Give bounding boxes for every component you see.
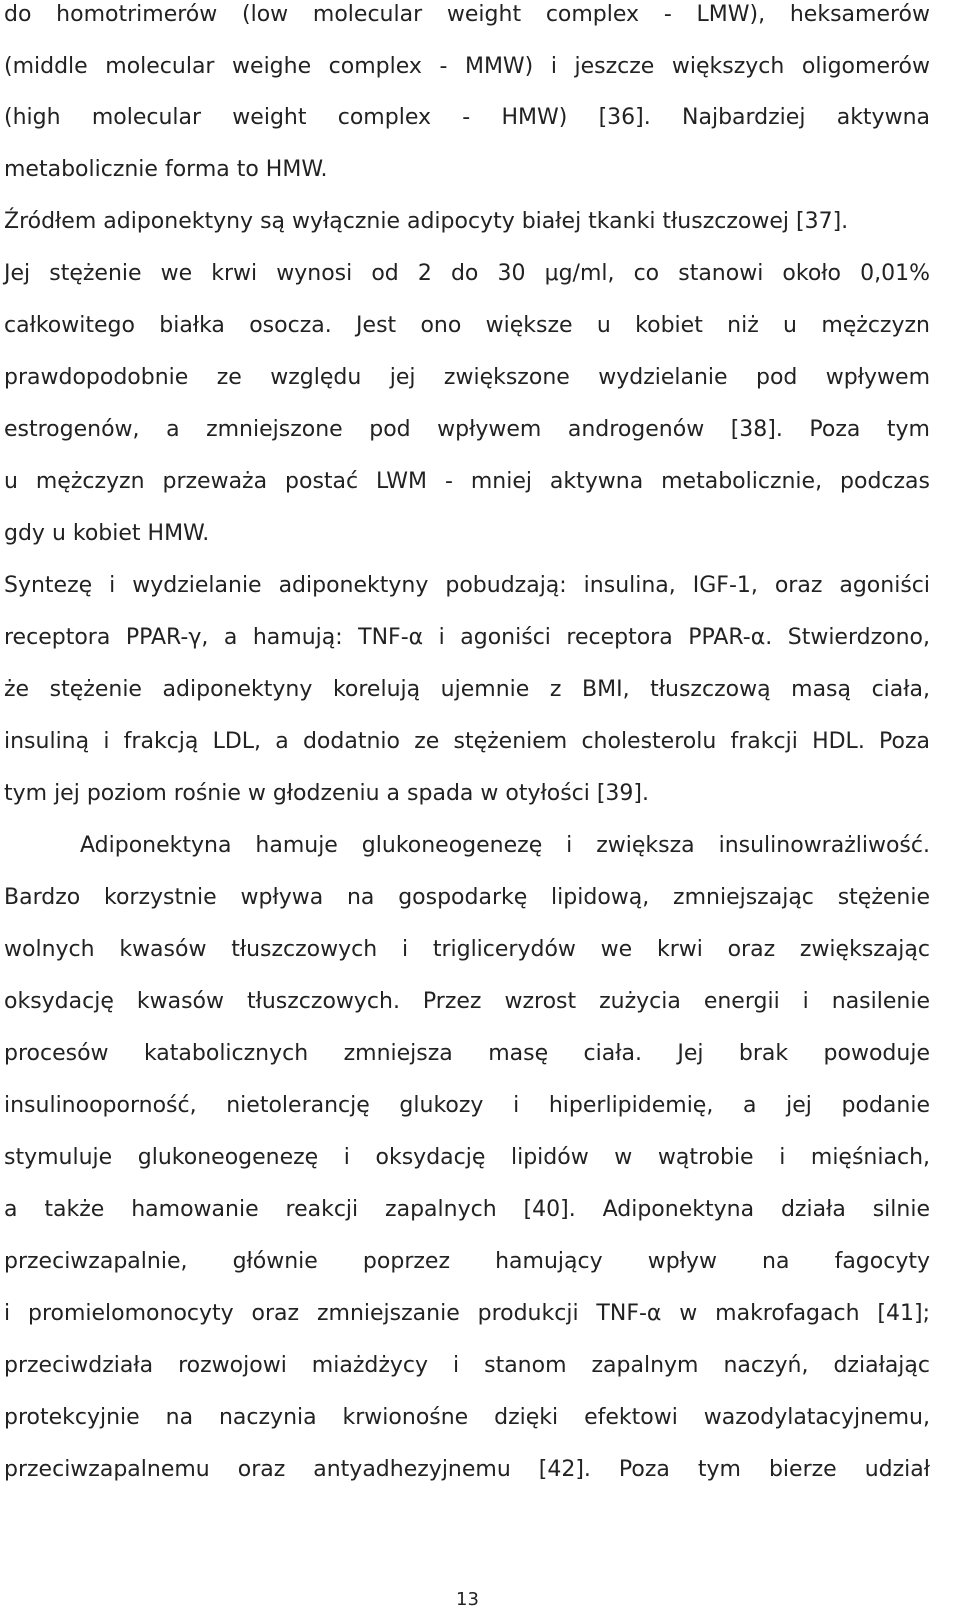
- text-line: procesów katabolicznych zmniejsza masę ciała. Jej brak powoduje: [4, 1041, 930, 1066]
- text-line: insuliną i frakcją LDL, a dodatnio ze stężeniem cholesterolu frakcji HDL. Poza: [4, 729, 930, 754]
- text-line: Adiponektyna hamuje glukoneogenezę i zwiększa insulinowrażliwość.: [80, 833, 930, 858]
- text-line: Jej stężenie we krwi wynosi od 2 do 30 μg/ml, co stanowi około 0,01%: [4, 261, 930, 286]
- text-line: całkowitego białka osocza. Jest ono większe u kobiet niż u mężczyzn: [4, 313, 930, 338]
- text-line: a także hamowanie reakcji zapalnych [40]. Adiponektyna działa silnie: [4, 1197, 930, 1222]
- text-line: (high molecular weight complex - HMW) [36]. Najbardziej aktywna: [4, 105, 930, 130]
- text-line: estrogenów, a zmniejszone pod wpływem androgenów [38]. Poza tym: [4, 417, 930, 442]
- text-line: przeciwzapalnie, głównie poprzez hamujący wpływ na fagocyty: [4, 1249, 930, 1274]
- text-line: i promielomonocyty oraz zmniejszanie produkcji TNF-α w makrofagach [41];: [4, 1301, 930, 1326]
- text-line: do homotrimerów (low molecular weight complex - LMW), heksamerów: [4, 2, 930, 27]
- text-line: stymuluje glukoneogenezę i oksydację lipidów w wątrobie i mięśniach,: [4, 1145, 930, 1170]
- text-line: oksydację kwasów tłuszczowych. Przez wzrost zużycia energii i nasilenie: [4, 989, 930, 1014]
- text-line: przeciwzapalnemu oraz antyadhezyjnemu [42]. Poza tym bierze udział: [4, 1457, 930, 1482]
- text-line: Źródłem adiponektyny są wyłącznie adipocyty białej tkanki tłuszczowej [37].: [4, 209, 849, 234]
- text-line: (middle molecular weighe complex - MMW) i jeszcze większych oligomerów: [4, 54, 930, 79]
- page-number: 13: [456, 1589, 479, 1610]
- text-line: receptora PPAR-γ, a hamują: TNF-α i agoniści receptora PPAR-α. Stwierdzono,: [4, 625, 930, 650]
- text-line: tym jej poziom rośnie w głodzeniu a spada w otyłości [39].: [4, 781, 650, 806]
- text-line: przeciwdziała rozwojowi miażdżycy i stanom zapalnym naczyń, działając: [4, 1353, 930, 1378]
- text-line: Syntezę i wydzielanie adiponektyny pobudzają: insulina, IGF-1, oraz agoniści: [4, 573, 930, 598]
- text-line: wolnych kwasów tłuszczowych i triglicerydów we krwi oraz zwiększając: [4, 937, 930, 962]
- text-line: prawdopodobnie ze względu jej zwiększone wydzielanie pod wpływem: [4, 365, 930, 390]
- text-line: insulinooporność, nietolerancję glukozy i hiperlipidemię, a jej podanie: [4, 1093, 930, 1118]
- text-line: gdy u kobiet HMW.: [4, 521, 210, 546]
- text-line: że stężenie adiponektyny korelują ujemnie z BMI, tłuszczową masą ciała,: [4, 677, 930, 702]
- text-line: u mężczyzn przeważa postać LWM - mniej aktywna metabolicznie, podczas: [4, 469, 930, 494]
- text-line: protekcyjnie na naczynia krwionośne dzięki efektowi wazodylatacyjnemu,: [4, 1405, 930, 1430]
- text-line: metabolicznie forma to HMW.: [4, 157, 328, 182]
- text-line: Bardzo korzystnie wpływa na gospodarkę lipidową, zmniejszając stężenie: [4, 885, 930, 910]
